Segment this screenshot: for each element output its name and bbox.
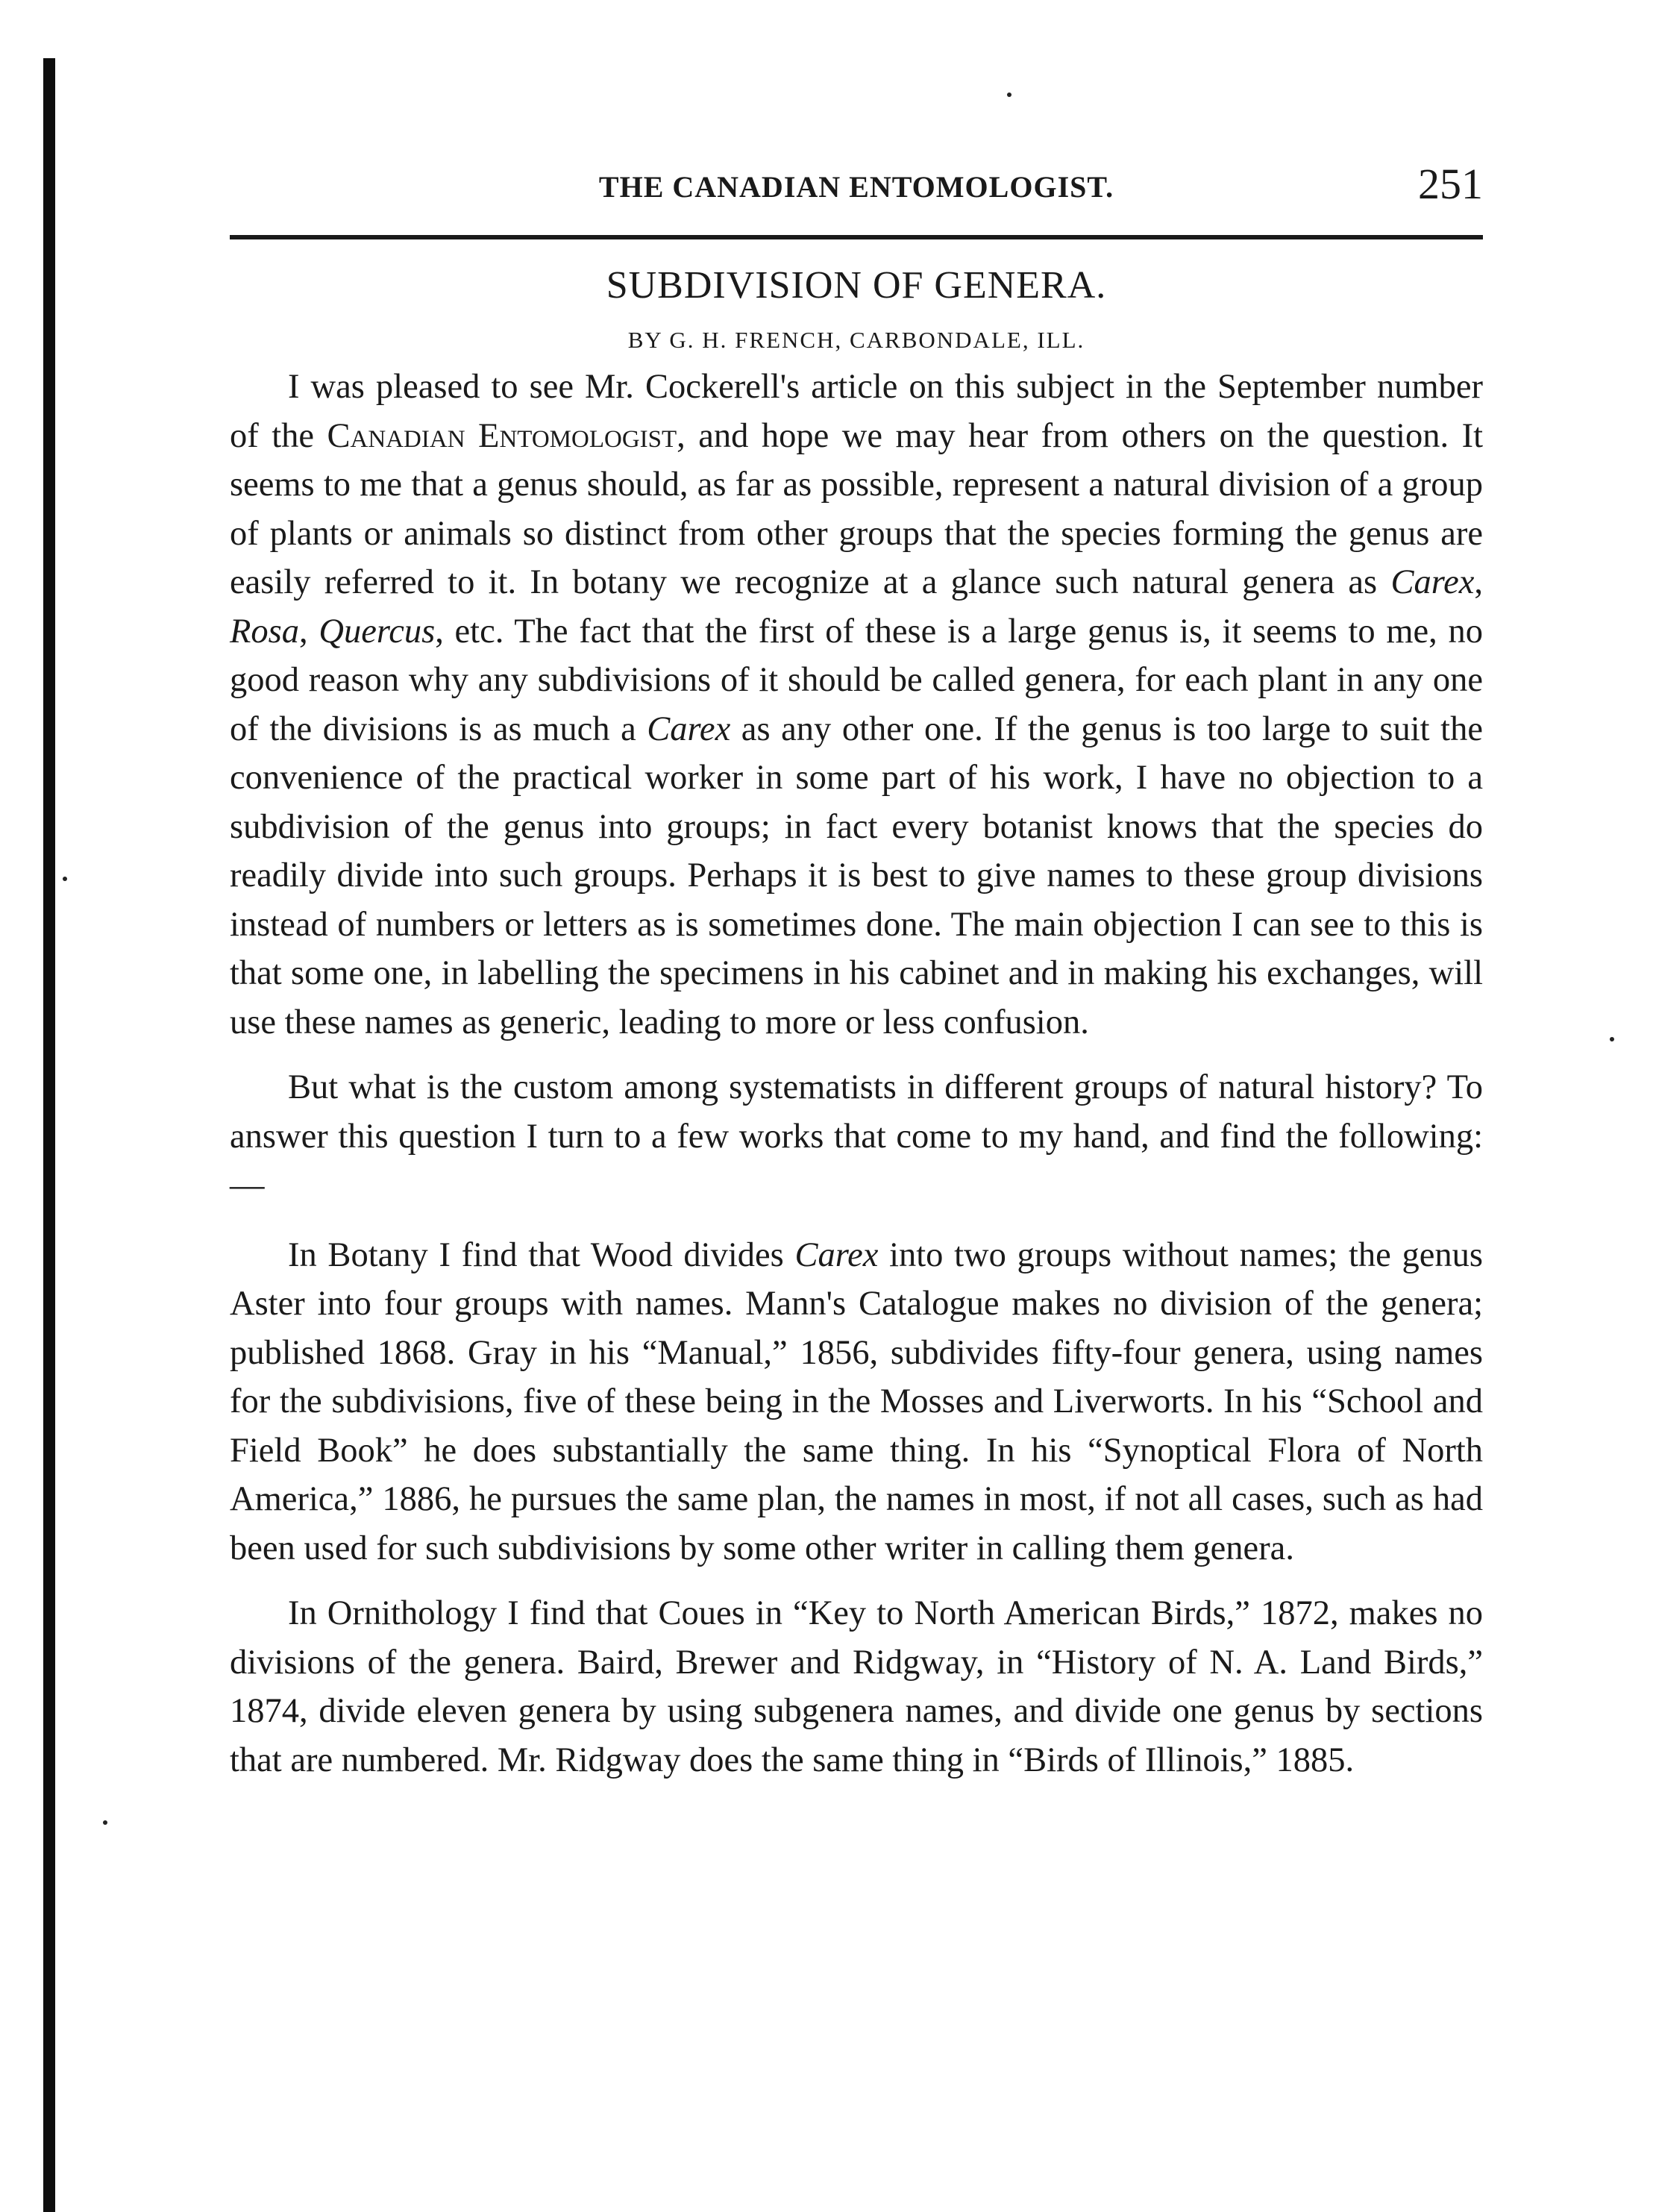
paragraph-4: In Ornithology I find that Coues in “Key to North American Birds,” 1872, makes no divisions of the genera. Baird, Brewer and Ridgway, in “History of N. A. Land Birds,” 1874, divide eleven genera by using subgenera names, and divide one genus by sections that are numbered. Mr. Ridgway does the same thing in “Birds of Illinois,” 1885.	[230, 1594, 1483, 1779]
binding-shadow	[43, 58, 55, 2212]
genus-name: Quercus	[319, 612, 436, 651]
running-head: THE CANADIAN ENTOMOLOGIST.	[598, 170, 1114, 204]
paragraph-3: In Botany I find that Wood divides Carex into two groups without names; the genus Aster into four groups with names. Mann's Catalogue makes no division of the genera; published 1868. Gray in his “Manual,” 1856, subdivides fifty-four genera, using names for the subdivisions, five of these being in the Mosses and Liverworts. In his “School and Field Book” he does substantially the same thing. In his “Synoptical Flora of North America,” 1886, he pursues the same plan, the names in most, if not all cases, such as had been used for such subdivisions by some other writer in calling them genera.	[230, 1235, 1484, 1567]
genus-name: Rosa	[230, 612, 299, 651]
journal-name: Canadian Entomologist	[327, 416, 677, 455]
genus-name: Carex	[794, 1235, 879, 1274]
page-number: 251	[1418, 160, 1483, 208]
page-content	[230, 153, 1483, 1785]
article-byline: BY G. H. FRENCH, CARBONDALE, ILL.	[627, 327, 1085, 353]
paragraph-2: But what is the custom among systematists in different groups of natural history? To answer this question I turn to a few works that come to my hand, and find the following:—	[230, 1068, 1483, 1204]
genus-name: Carex	[1390, 563, 1475, 601]
ink-speck	[1007, 93, 1011, 97]
paragraph-1: I was pleased to see Mr. Cockerell's article on this subject in the September number of the Canadian Entomologist, and hope we may hear from others on the question. It seems to me that a genus should, as far as possible, represent a natural division of a group of plants or animals so distinct from other groups that the species forming the genus are easily referred to it. In botany we recognize at a glance such natural genera as Carex, Rosa, Quercus, etc. The fact that the first of these is a large genus is, it seems to me, no good reason why any subdivisions of it should be called genera, for each plant in any one of the divisions is as much a Carex as any other one. If the genus is too large to suit the convenience of the practical worker in some part of his work, I have no objection to a subdivision of the genus into groups; in fact every botanist knows that the species do readily divide into such groups. Perhaps it is best to give names to these group divisions instead of numbers or letters as is sometimes done. The main objection I can see to this is that some one, in labelling the specimens in his cabinet and in making his exchanges, will use these names as generic, leading to more or less confusion.	[230, 368, 1484, 1041]
ink-speck	[103, 1820, 107, 1825]
page-header	[230, 153, 1483, 220]
ink-speck	[63, 877, 67, 881]
genus-name: Carex	[647, 709, 731, 748]
header-rule	[230, 235, 1483, 239]
article-title: SUBDIVISION OF GENERA.	[606, 264, 1107, 307]
ink-speck	[1610, 1037, 1614, 1041]
